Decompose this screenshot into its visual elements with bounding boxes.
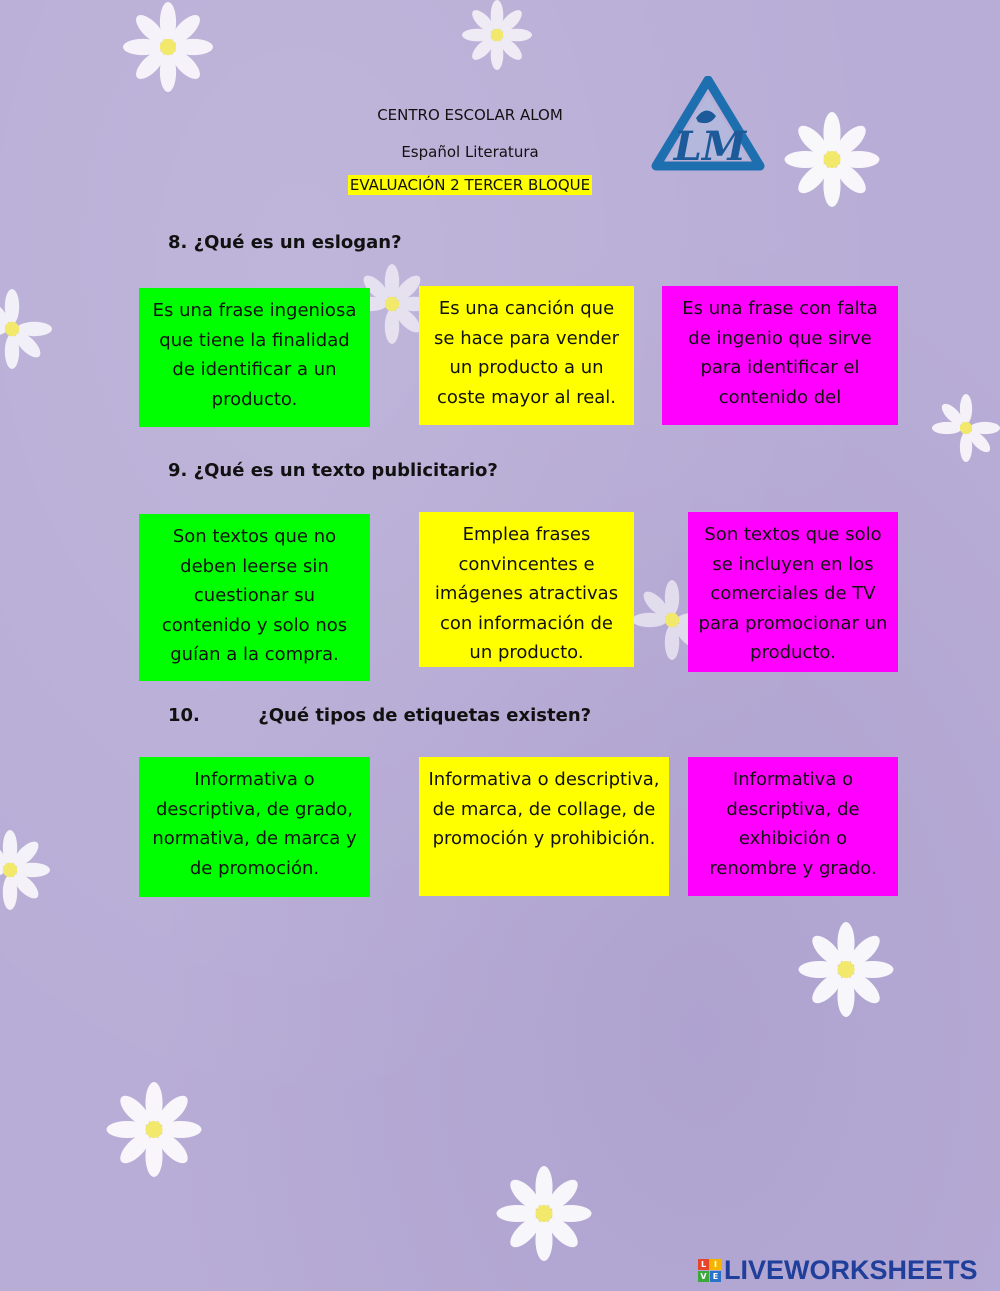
daisy-decoration-icon — [0, 822, 50, 918]
question-text: ¿Qué es un texto publicitario? — [193, 460, 498, 481]
answer-option-green[interactable]: Informativa o descriptiva, de grado, normativa, de marca y de promoción. — [139, 757, 370, 897]
answer-option-magenta[interactable]: Son textos que solo se incluyen en los comerciales de TV para promocionar un producto. — [688, 512, 898, 672]
question-10 — [168, 705, 591, 726]
answer-option-magenta[interactable]: Es una frase con falta de ingenio que sirve para identificar el contenido del — [662, 286, 898, 425]
liveworksheets-logo-icon — [698, 1259, 721, 1282]
logo-letter-v: V — [698, 1271, 709, 1282]
subject-title: Español Literatura — [401, 143, 539, 161]
daisy-decoration-icon — [0, 284, 52, 374]
answer-option-green[interactable]: Es una frase ingeniosa que tiene la finalidad de identificar a un producto. — [139, 288, 370, 427]
logo-lettering: LM — [673, 123, 747, 170]
exam-title-text: EVALUACIÓN 2 TERCER BLOQUE — [349, 176, 591, 194]
logo-letter-l: L — [698, 1259, 709, 1270]
question-number: 10. — [168, 705, 200, 726]
watermark-text: LIVEWORKSHEETS — [724, 1254, 978, 1285]
question-9 — [168, 460, 498, 481]
answer-option-green[interactable]: Son textos que no deben leerse sin cuestionar su contenido y solo nos guían a la compra. — [139, 514, 370, 681]
question-text: ¿Qué es un eslogan? — [193, 232, 402, 253]
daisy-decoration-icon — [118, 2, 218, 92]
question-8 — [168, 232, 402, 253]
logo-letter-e: E — [710, 1271, 721, 1282]
question-text: ¿Qué tipos de etiquetas existen? — [258, 705, 592, 726]
answer-option-yellow[interactable]: Es una canción que se hace para vender un producto a un coste mayor al real. — [419, 286, 634, 425]
answer-option-yellow[interactable]: Informativa o descriptiva, de marca, de collage, de promoción y prohibición. — [419, 757, 669, 896]
answer-option-yellow[interactable]: Emplea frases convincentes e imágenes atractivas con información de un producto. — [419, 512, 634, 667]
school-name: CENTRO ESCOLAR ALOM — [377, 106, 563, 124]
daisy-decoration-icon — [452, 0, 542, 70]
daisy-decoration-icon — [494, 1166, 594, 1261]
liveworksheets-watermark — [698, 1254, 978, 1286]
exam-title — [0, 176, 940, 194]
daisy-decoration-icon — [104, 1082, 204, 1177]
daisy-decoration-icon — [796, 922, 896, 1017]
question-number: 8. — [168, 232, 188, 253]
question-number: 9. — [168, 460, 188, 481]
answer-option-magenta[interactable]: Informativa o descriptiva, de exhibición o renombre y grado. — [688, 757, 898, 896]
school-logo — [648, 76, 768, 172]
daisy-decoration-icon — [932, 388, 1000, 468]
logo-letter-i: I — [710, 1259, 721, 1270]
